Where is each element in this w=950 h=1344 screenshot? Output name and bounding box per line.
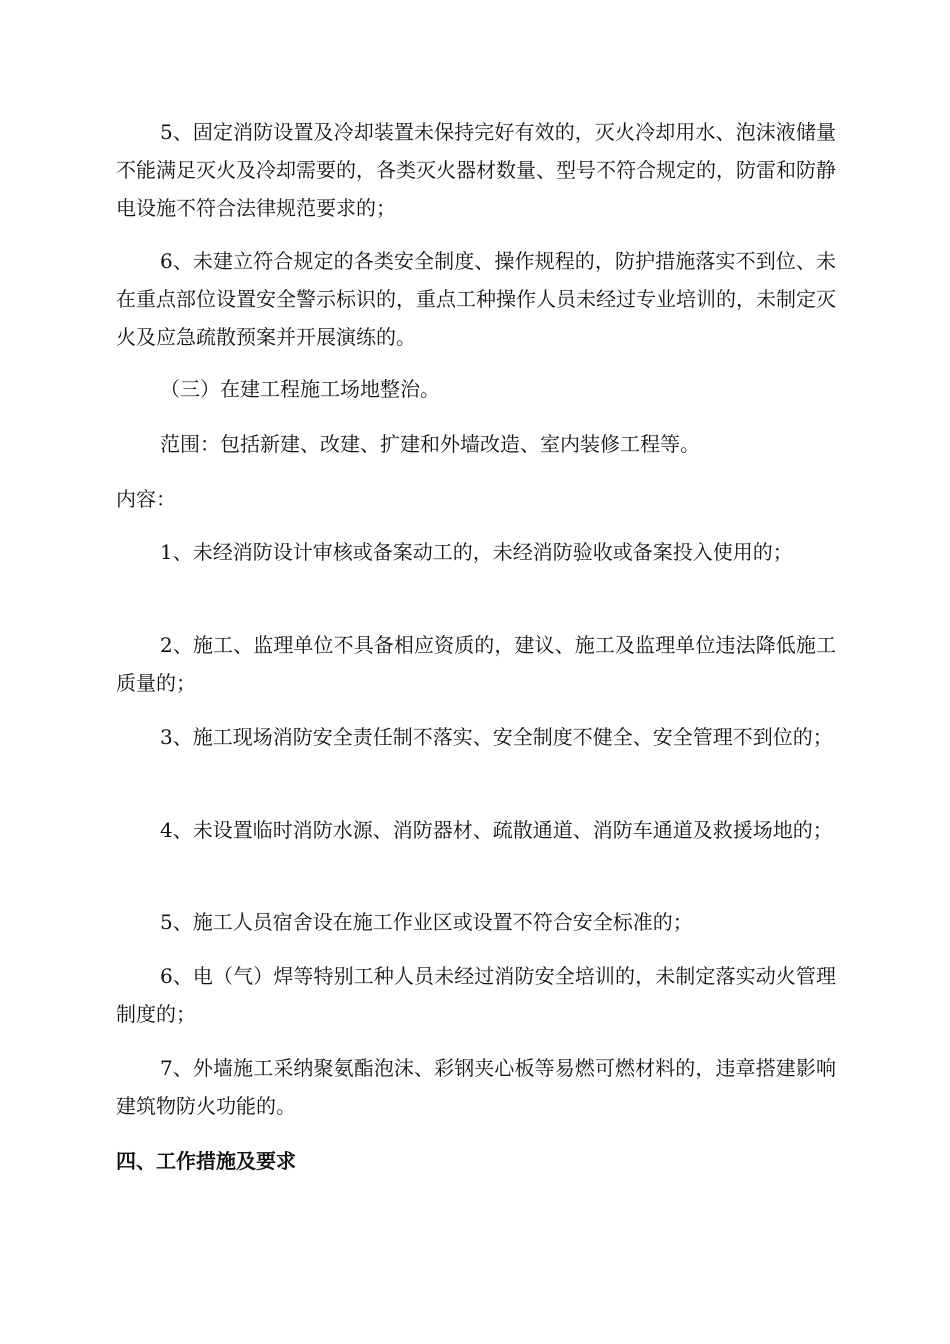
subsection-heading-construction-site: （三）在建工程施工场地整治。 bbox=[160, 377, 440, 401]
paragraph-content-label: 内容： bbox=[116, 487, 176, 511]
section-heading: 四、工作措施及要求 bbox=[116, 1149, 296, 1173]
list-item-7: 7、外墙施工采纳聚氨酯泡沫、彩钢夹心板等易燃可燃材料的，违章搭建影响建筑物防火功能的。 bbox=[116, 1056, 836, 1118]
paragraph-safety-system: 6、未建立符合规定的各类安全制度、操作规程的，防护措施落实不到位、未在重点部位设置安全警示标识的，重点工种操作人员未经过专业培训的，未制定灭火及应急疏散预案并开展演练的。 bbox=[116, 249, 836, 349]
list-item-2: 2、施工、监理单位不具备相应资质的，建议、施工及监理单位违法降低施工质量的； bbox=[116, 633, 836, 695]
paragraph-fixed-fire-facilities: 5、固定消防设置及冷却装置未保持完好有效的，灭火冷却用水、泡沫液储量不能满足灭火及冷却需要的，各类灭火器材数量、型号不符合规定的，防雷和防静电设施不符合法律规范要求的； bbox=[116, 120, 836, 220]
list-item-4: 4、未设置临时消防水源、消防器材、疏散通道、消防车通道及救援场地的； bbox=[160, 818, 833, 842]
paragraph-scope: 范围：包括新建、改建、扩建和外墙改造、室内装修工程等。 bbox=[160, 432, 700, 456]
list-item-5: 5、施工人员宿舍设在施工作业区或设置不符合安全标准的； bbox=[160, 910, 693, 934]
list-item-3: 3、施工现场消防安全责任制不落实、安全制度不健全、安全管理不到位的； bbox=[160, 725, 833, 749]
list-item-1: 1、未经消防设计审核或备案动工的，未经消防验收或备案投入使用的； bbox=[160, 540, 793, 564]
list-item-6: 6、电（气）焊等特别工种人员未经过消防安全培训的，未制定落实动火管理制度的； bbox=[116, 964, 836, 1026]
